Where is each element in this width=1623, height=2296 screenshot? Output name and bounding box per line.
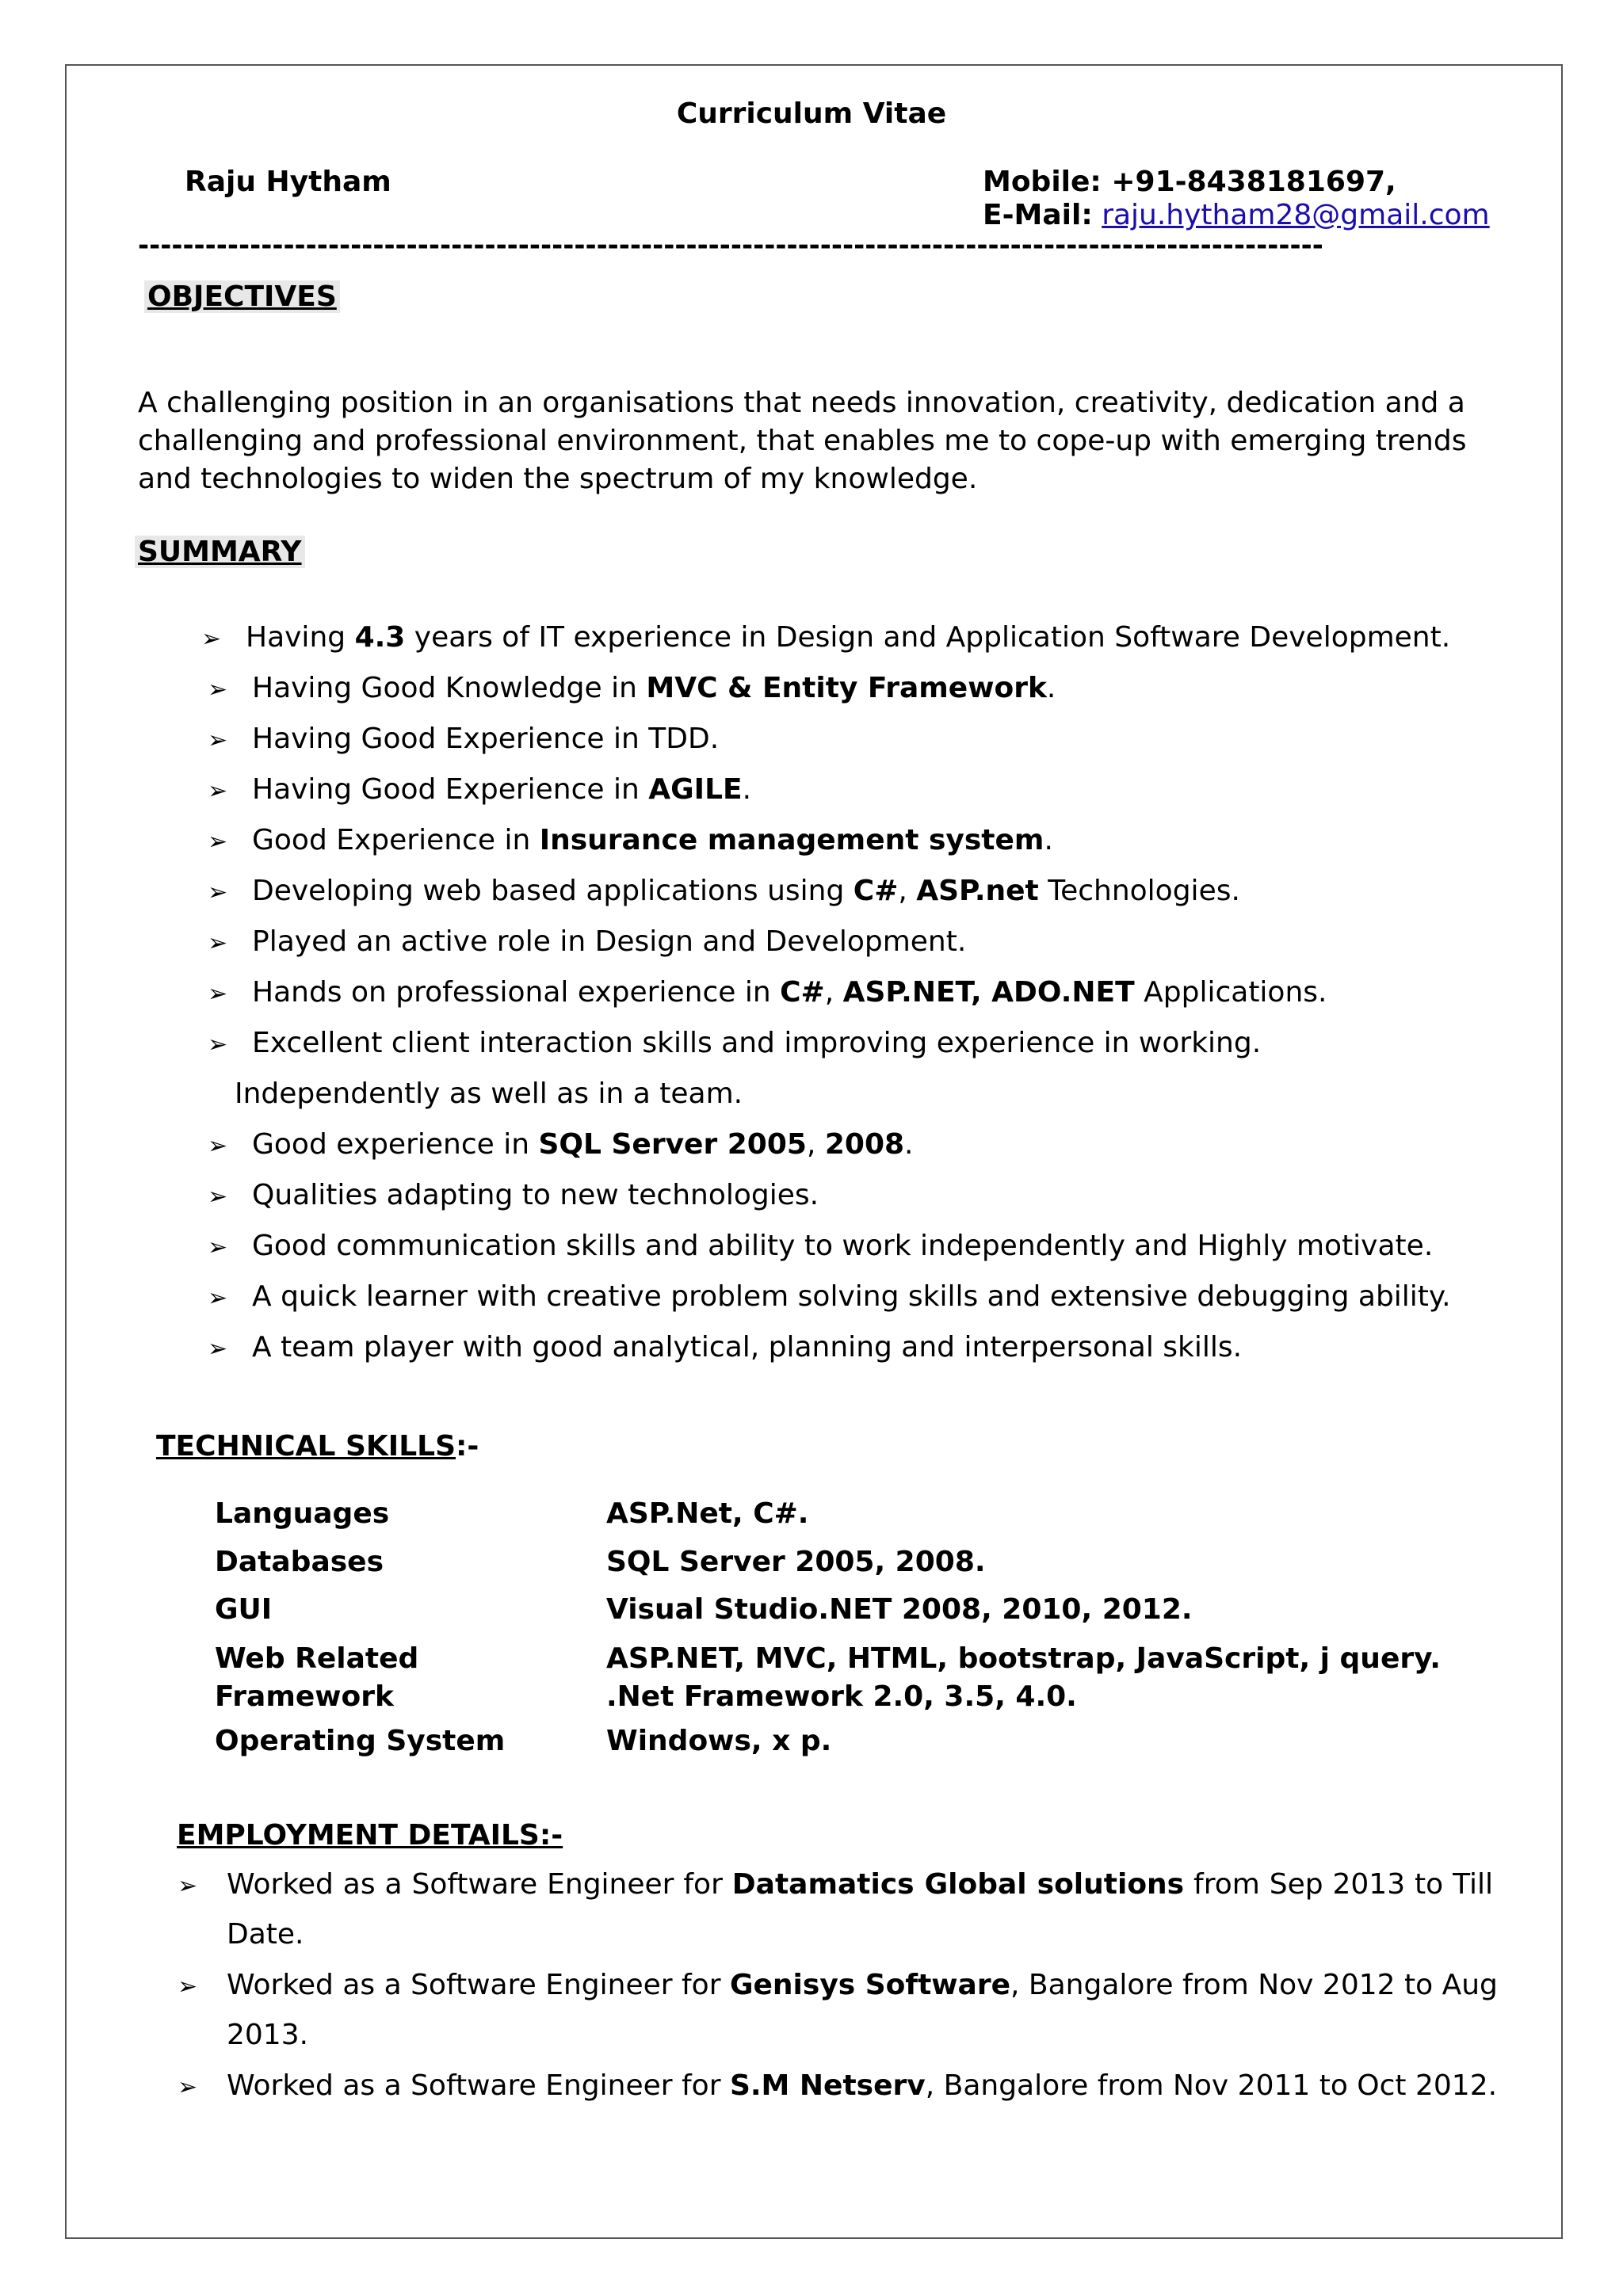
document-title: Curriculum Vitae — [676, 97, 947, 130]
arrow-bullet-icon: ➢ — [208, 676, 228, 704]
summary-continuation: Independently as well as in a team. — [235, 1077, 743, 1110]
tech-label: Framework — [215, 1680, 394, 1713]
tech-label: Web Related — [215, 1642, 419, 1675]
employment-continuation: 2013. — [227, 2019, 309, 2051]
employment-text: Worked as a Software Engineer for — [227, 1969, 730, 2001]
employment-company: Genisys Software — [729, 1969, 1010, 2001]
summary-item — [208, 672, 1056, 704]
arrow-bullet-icon: ➢ — [208, 1335, 228, 1363]
summary-item — [208, 875, 1240, 907]
arrow-bullet-icon: ➢ — [208, 1234, 228, 1261]
tech-value: ASP.NET, MVC, HTML, bootstrap, JavaScript, j query. — [606, 1642, 1441, 1675]
summary-text: Excellent client interaction skills and improving experience in working. — [252, 1027, 1262, 1059]
summary-bold: 4.3 — [354, 621, 406, 654]
summary-text: A team player with good analytical, planning and interpersonal skills. — [252, 1331, 1243, 1363]
email-line — [983, 199, 1490, 231]
tech-label: GUI — [215, 1593, 273, 1626]
objectives-heading: OBJECTIVES — [144, 280, 340, 313]
arrow-bullet-icon: ➢ — [178, 2073, 198, 2101]
arrow-bullet-icon: ➢ — [208, 879, 228, 906]
summary-bold: AGILE — [648, 773, 743, 806]
arrow-bullet-icon: ➢ — [208, 1031, 228, 1058]
summary-item — [208, 1280, 1451, 1313]
summary-bold: 2008 — [824, 1128, 905, 1161]
arrow-bullet-icon: ➢ — [208, 980, 228, 1008]
summary-bold: C# — [853, 875, 899, 907]
tech-label: Databases — [215, 1546, 384, 1578]
summary-text: years of IT experience in Design and Application Software Development. — [405, 621, 1451, 654]
summary-text: Played an active role in Design and Development. — [252, 925, 967, 958]
summary-item — [208, 1230, 1433, 1262]
summary-item — [208, 773, 751, 806]
employment-text: , Bangalore from Nov 2011 to Oct 2012. — [925, 2069, 1498, 2102]
tech-value: Windows, x p. — [606, 1725, 832, 1757]
employment-item — [178, 1868, 1493, 1901]
summary-text: Hands on professional experience in — [252, 976, 781, 1009]
summary-text: Good communication skills and ability to work independently and Highly motivate. — [252, 1230, 1434, 1262]
tech-value: SQL Server 2005, 2008. — [606, 1546, 986, 1578]
summary-text: . — [904, 1128, 914, 1161]
summary-item — [208, 1179, 819, 1211]
arrow-bullet-icon: ➢ — [201, 625, 222, 653]
arrow-bullet-icon: ➢ — [208, 1284, 228, 1312]
summary-item — [208, 723, 719, 755]
divider-line: ---------------------------------------------------------------------------------------------------------- — [138, 230, 1323, 261]
summary-text: , — [898, 875, 917, 907]
summary-text: Developing web based applications using — [252, 875, 854, 907]
summary-text: Having Good Experience in — [252, 773, 649, 806]
summary-item — [208, 824, 1053, 856]
summary-item — [208, 925, 966, 958]
summary-text: Applications. — [1134, 976, 1327, 1009]
summary-text: , — [806, 1128, 825, 1161]
employment-text: , Bangalore from Nov 2012 to Aug — [1010, 1969, 1498, 2001]
summary-text: A quick learner with creative problem solving skills and extensive debugging ability. — [252, 1280, 1451, 1313]
technical-heading-suffix: :- — [456, 1430, 479, 1463]
employment-heading: EMPLOYMENT DETAILS:- — [177, 1819, 563, 1852]
summary-item — [208, 1128, 914, 1161]
summary-heading: SUMMARY — [135, 536, 305, 568]
summary-bold: SQL Server 2005 — [538, 1128, 807, 1161]
email-link[interactable]: raju.hytham28@gmail.com — [1102, 199, 1490, 231]
summary-text: , — [824, 976, 843, 1009]
summary-text: Having — [246, 621, 355, 654]
summary-text: Qualities adapting to new technologies. — [252, 1179, 819, 1211]
arrow-bullet-icon: ➢ — [208, 929, 228, 957]
employment-continuation: Date. — [227, 1918, 304, 1951]
summary-text: Good experience in — [252, 1128, 539, 1161]
employment-item — [178, 1969, 1498, 2001]
arrow-bullet-icon: ➢ — [178, 1872, 198, 1900]
summary-text: Technologies. — [1038, 875, 1240, 907]
arrow-bullet-icon: ➢ — [208, 1132, 228, 1160]
mobile-number: Mobile: +91-8438181697, — [983, 166, 1396, 198]
summary-bold: ASP.net — [916, 875, 1039, 907]
employment-company: S.M Netserv — [729, 2069, 926, 2102]
summary-item — [208, 1027, 1261, 1059]
tech-value: Visual Studio.NET 2008, 2010, 2012. — [606, 1593, 1193, 1626]
summary-bold: C# — [780, 976, 825, 1009]
summary-bold: MVC & Entity Framework — [646, 672, 1047, 704]
tech-label: Languages — [215, 1497, 390, 1530]
summary-item — [208, 976, 1327, 1009]
arrow-bullet-icon: ➢ — [208, 727, 228, 754]
summary-text: Having Good Knowledge in — [252, 672, 647, 704]
summary-bold: Insurance management system — [539, 824, 1044, 856]
arrow-bullet-icon: ➢ — [208, 1183, 228, 1211]
arrow-bullet-icon: ➢ — [208, 828, 228, 856]
summary-text: . — [1046, 672, 1056, 704]
tech-value: ASP.Net, C#. — [606, 1497, 809, 1530]
technical-heading: TECHNICAL SKILLS — [156, 1430, 456, 1463]
employment-company: Datamatics Global solutions — [731, 1868, 1185, 1901]
summary-text: Having Good Experience in TDD. — [252, 723, 720, 755]
technical-heading-line — [156, 1430, 479, 1463]
tech-label: Operating System — [215, 1725, 506, 1757]
summary-text: Good Experience in — [252, 824, 540, 856]
employment-text: Worked as a Software Engineer for — [227, 2069, 730, 2102]
summary-text: . — [742, 773, 752, 806]
summary-text: . — [1044, 824, 1053, 856]
arrow-bullet-icon: ➢ — [208, 777, 228, 805]
candidate-name: Raju Hytham — [185, 166, 391, 198]
employment-item — [178, 2069, 1497, 2102]
summary-bold: ASP.NET, ADO.NET — [842, 976, 1135, 1009]
email-label: E-Mail: — [983, 199, 1093, 231]
arrow-bullet-icon: ➢ — [178, 1973, 198, 2000]
objectives-text: A challenging position in an organisations that needs innovation, creativity, dedication and a challenging and professional environment, that enables me to cope-up with emerging trends and technologies to widen the spectrum of my knowledge. — [138, 387, 1467, 495]
employment-text: Worked as a Software Engineer for — [227, 1868, 732, 1901]
summary-item — [201, 621, 1450, 654]
tech-value: .Net Framework 2.0, 3.5, 4.0. — [606, 1680, 1077, 1713]
summary-item — [208, 1331, 1242, 1363]
employment-text: from Sep 2013 to Till — [1184, 1868, 1493, 1901]
